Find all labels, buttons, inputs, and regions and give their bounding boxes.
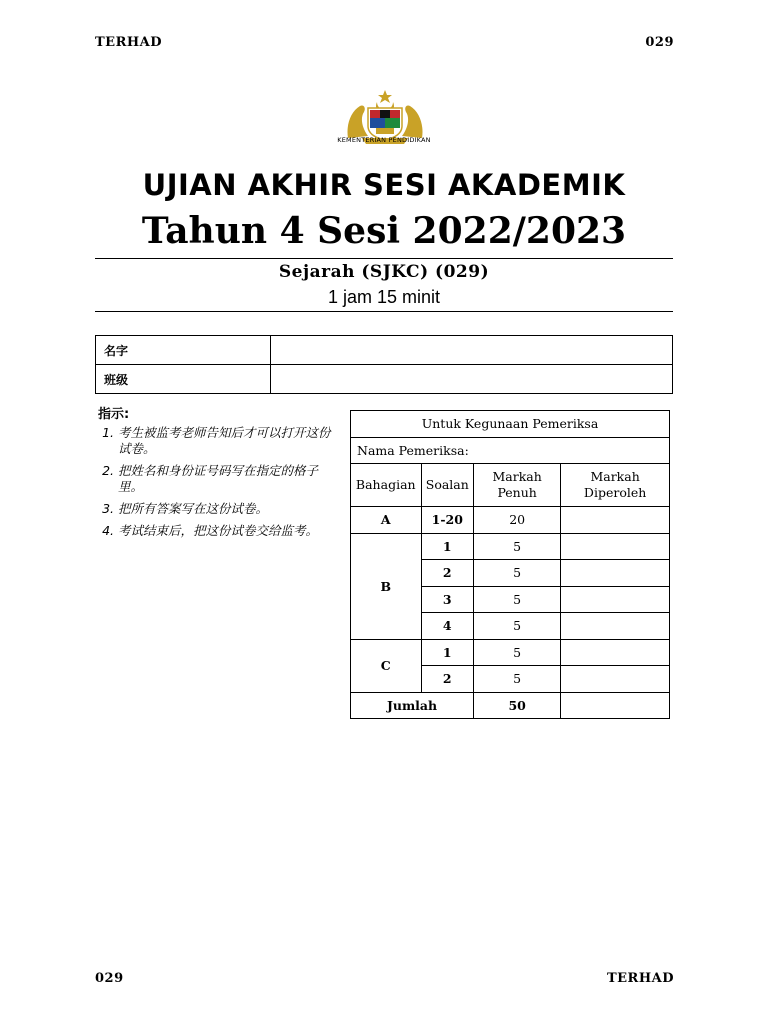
total-row [351, 692, 670, 719]
section-label-a: A [351, 507, 422, 534]
table-row [351, 639, 670, 666]
col-header-section: Bahagian [351, 464, 422, 507]
exam-year-session: Tahun 4 Sesi 2022/2023 [141, 210, 627, 252]
full-marks-cell: 5 [474, 533, 561, 560]
total-label: Jumlah [351, 692, 474, 719]
table-row [351, 533, 670, 560]
instruction-item: 1. 考生被监考老师告知后才可以打开这份试卷。 [118, 425, 338, 457]
section-label-c: C [351, 639, 422, 692]
instructions-title: 指示: [98, 407, 130, 422]
col-header-question: Soalan [421, 464, 474, 507]
instruction-item: 2. 把姓名和身份证号码写在指定的格子里。 [118, 463, 338, 495]
obtained-marks-cell[interactable] [561, 586, 670, 613]
footer-classification: TERHAD [606, 971, 674, 986]
full-marks-cell: 5 [474, 560, 561, 587]
full-marks-cell: 5 [474, 613, 561, 640]
full-marks-cell: 20 [474, 507, 561, 534]
divider-bottom [95, 311, 673, 312]
examiner-table [350, 410, 670, 719]
examiner-name-field[interactable]: Nama Pemeriksa: [351, 437, 670, 464]
table-row [351, 507, 670, 534]
info-field-class[interactable] [271, 365, 673, 394]
instructions-list [98, 425, 338, 539]
section-label-b: B [351, 533, 422, 639]
total-full-marks: 50 [474, 692, 561, 719]
info-row-name [96, 336, 673, 365]
obtained-marks-cell[interactable] [561, 639, 670, 666]
question-cell: 1-20 [421, 507, 474, 534]
col-header-full-marks: Markah Penuh [474, 464, 561, 507]
examiner-table-title: Untuk Kegunaan Pemeriksa [351, 411, 670, 438]
obtained-marks-cell[interactable] [561, 666, 670, 693]
exam-title: UJIAN AKHIR SESI AKADEMIK [142, 168, 626, 202]
header-classification: TERHAD [95, 35, 163, 50]
question-cell: 1 [421, 533, 474, 560]
exam-duration: 1 jam 15 minit [327, 287, 441, 307]
examiner-table-header [351, 464, 670, 507]
obtained-marks-cell[interactable] [561, 507, 670, 534]
info-label-name: 名字 [96, 336, 271, 365]
divider-top [95, 258, 673, 259]
obtained-marks-cell[interactable] [561, 560, 670, 587]
logo-caption: KEMENTERIAN PENDIDIKAN [337, 136, 431, 144]
obtained-marks-cell[interactable] [561, 613, 670, 640]
info-label-class: 班级 [96, 365, 271, 394]
obtained-marks-cell[interactable] [561, 533, 670, 560]
full-marks-cell: 5 [474, 639, 561, 666]
info-field-name[interactable] [271, 336, 673, 365]
instruction-item: 3. 把所有答案写在这份试卷。 [118, 501, 338, 517]
question-cell: 2 [421, 666, 474, 693]
question-cell: 1 [421, 639, 474, 666]
full-marks-cell: 5 [474, 666, 561, 693]
instruction-item: 4. 考试结束后，把这份试卷交给监考。 [118, 523, 338, 539]
header-paper-code: 029 [645, 35, 674, 50]
info-row-class [96, 365, 673, 394]
full-marks-cell: 5 [474, 586, 561, 613]
question-cell: 4 [421, 613, 474, 640]
student-info-table [95, 335, 673, 394]
total-obtained-marks[interactable] [561, 692, 670, 719]
subject-title: Sejarah (SJKC) (029) [278, 262, 490, 282]
question-cell: 2 [421, 560, 474, 587]
footer-paper-code: 029 [95, 971, 124, 986]
col-header-obtained-marks: Markah Diperoleh [561, 464, 670, 507]
instructions [98, 403, 338, 545]
question-cell: 3 [421, 586, 474, 613]
